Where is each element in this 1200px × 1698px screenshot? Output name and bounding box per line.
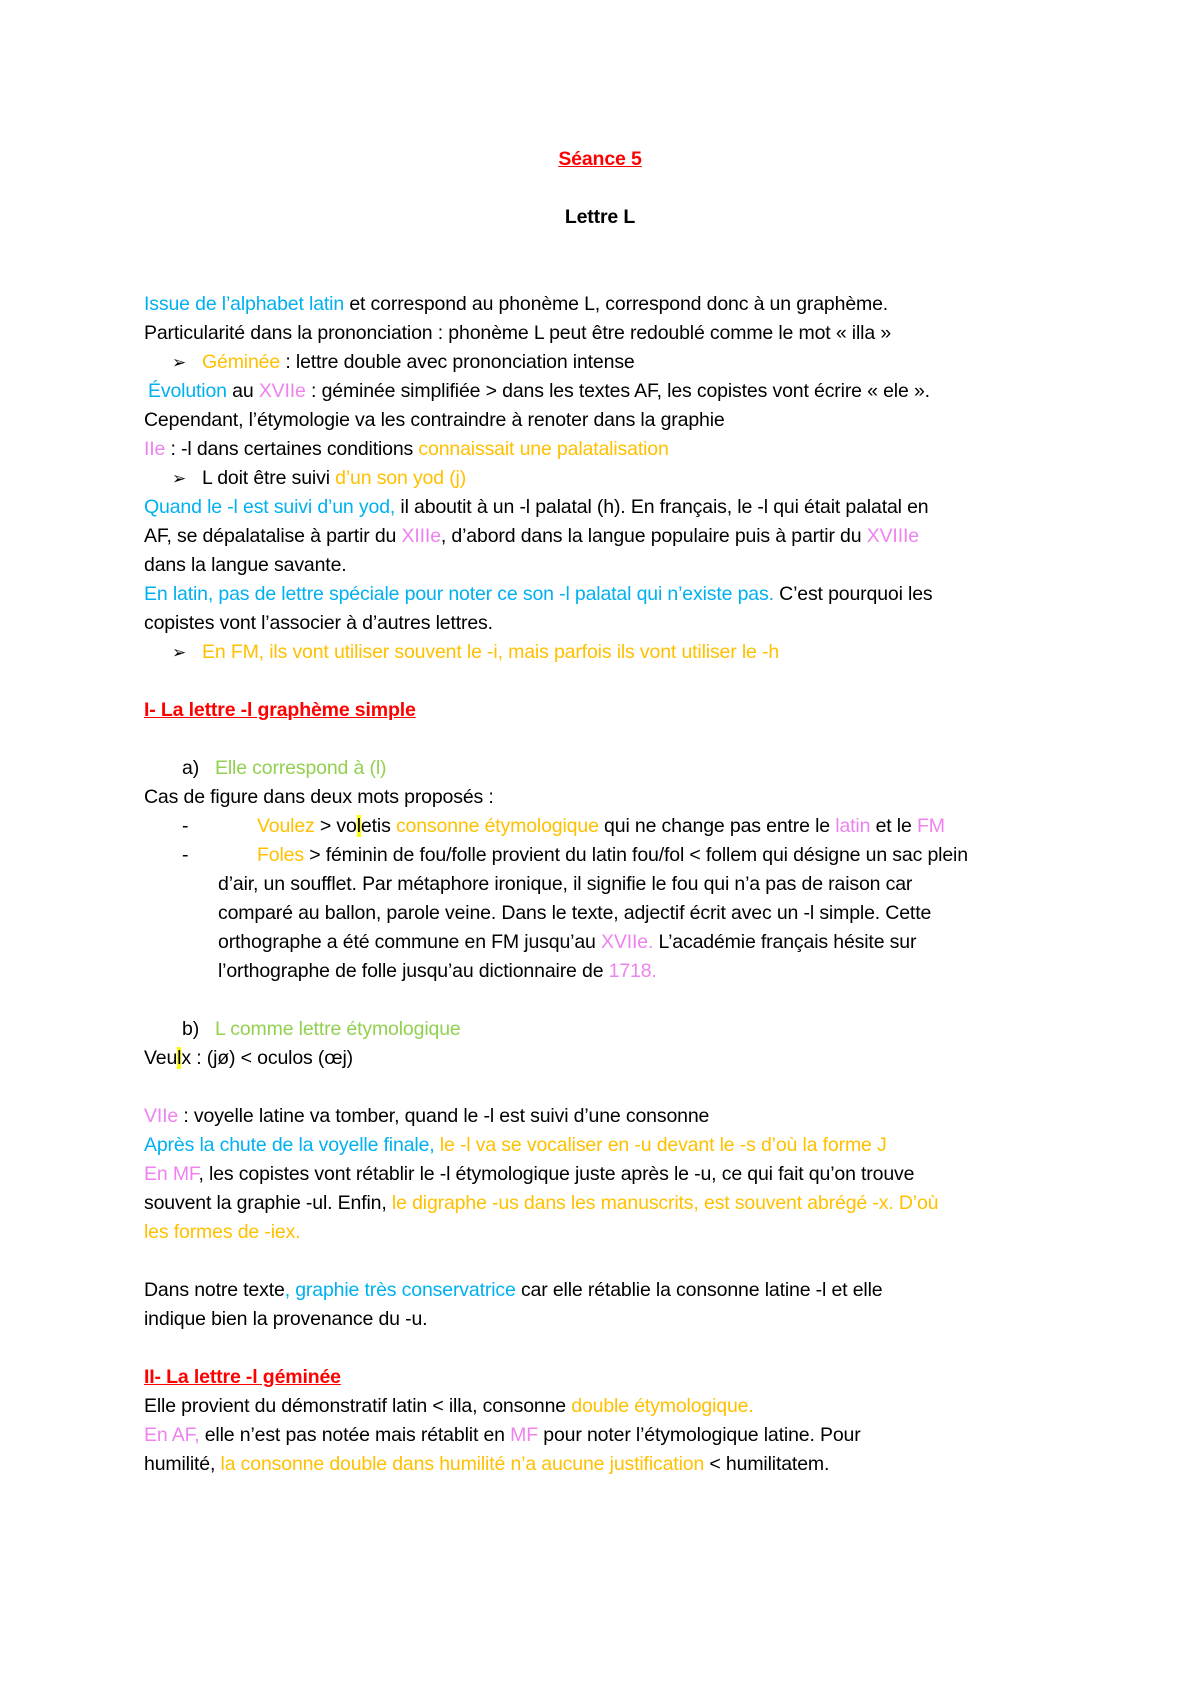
paragraph-line: comparé au ballon, parole veine. Dans le texte, adjectif écrit avec un -l simple. Cette <box>218 902 932 924</box>
paragraph-line: AF, se dépalatalise à partir du XIIIe, d’abord dans la langue populaire puis à partir du XVIIIe <box>144 525 919 547</box>
dash-item: - Voulez > voletis consonne étymologique qui ne change pas entre le latin et le FM <box>182 815 945 837</box>
bullet-item: ➢ Géminée : lettre double avec prononciation intense <box>172 348 635 377</box>
paragraph-line: Après la chute de la voyelle finale, le -l va se vocaliser en -u devant le -s d’où la forme J <box>144 1134 887 1156</box>
paragraph-line: IIe : -l dans certaines conditions connaissait une palatalisation <box>144 438 669 460</box>
section-heading: II- La lettre -l géminée <box>144 1366 341 1388</box>
paragraph-line: Dans notre texte, graphie très conservatrice car elle rétablie la consonne latine -l et elle <box>144 1279 883 1301</box>
page-title: Séance 5 <box>558 148 642 170</box>
paragraph-line: orthographe a été commune en FM jusqu’au XVIIe. L’académie français hésite sur <box>218 931 917 953</box>
paragraph-line: dans la langue savante. <box>144 554 347 576</box>
paragraph-line: Cas de figure dans deux mots proposés : <box>144 786 494 808</box>
paragraph-line: d’air, un soufflet. Par métaphore ironique, il signifie le fou qui n’a pas de raison car <box>218 873 913 895</box>
paragraph-line: Quand le -l est suivi d’un yod, il aboutit à un -l palatal (h). En français, le -l qui était palatal en <box>144 496 929 518</box>
page-subtitle: Lettre L <box>564 206 636 228</box>
paragraph-line: l’orthographe de folle jusqu’au dictionnaire de 1718. <box>218 960 657 982</box>
dash-item: - Foles > féminin de fou/folle provient du latin fou/fol < follem qui désigne un sac plein <box>182 844 968 866</box>
section-heading: I- La lettre -l graphème simple <box>144 699 416 721</box>
bullet-item: ➢ L doit être suivi d’un son yod (j) <box>172 464 466 493</box>
paragraph-line: humilité, la consonne double dans humilité n’a aucune justification < humilitatem. <box>144 1453 830 1475</box>
paragraph-line: Issue de l’alphabet latin et correspond au phonème L, correspond donc à un graphème. <box>144 293 889 315</box>
paragraph-line: En latin, pas de lettre spéciale pour noter ce son -l palatal qui n’existe pas. C’est pourquoi les <box>144 583 933 605</box>
arrowhead-bullet-icon: ➢ <box>172 643 187 662</box>
paragraph-line: VIIe : voyelle latine va tomber, quand le -l est suivi d’une consonne <box>144 1105 710 1127</box>
arrowhead-bullet-icon: ➢ <box>172 469 187 488</box>
paragraph-line: Cependant, l’étymologie va les contraindre à renoter dans la graphie <box>144 409 725 431</box>
paragraph-line: Elle provient du démonstratif latin < illa, consonne double étymologique. <box>144 1395 754 1417</box>
paragraph-line: indique bien la provenance du -u. <box>144 1308 428 1330</box>
paragraph-line: En AF, elle n’est pas notée mais rétablit en MF pour noter l’étymologique latine. Pour <box>144 1424 861 1446</box>
paragraph-line: copistes vont l’associer à d’autres lettres. <box>144 612 493 634</box>
paragraph-line: En MF, les copistes vont rétablir le -l étymologique juste après le -u, ce qui fait qu’on trouve <box>144 1163 915 1185</box>
paragraph-line: les formes de -iex. <box>144 1221 301 1243</box>
paragraph-line: souvent la graphie -ul. Enfin, le digraphe -us dans les manuscrits, est souvent abrégé -x. D’où <box>144 1192 939 1214</box>
paragraph-line: Particularité dans la prononciation : phonème L peut être redoublé comme le mot « illa » <box>144 322 892 344</box>
paragraph-line: Évolution au XVIIe : géminée simplifiée > dans les textes AF, les copistes vont écrire « ele ». <box>148 380 930 402</box>
bullet-item: ➢ En FM, ils vont utiliser souvent le -i, mais parfois ils vont utiliser le -h <box>172 638 779 667</box>
arrowhead-bullet-icon: ➢ <box>172 353 187 372</box>
paragraph-line: Veulx : (jø) < oculos (œj) <box>144 1047 354 1069</box>
list-item: a) Elle correspond à (l) <box>182 757 387 779</box>
list-item: b) L comme lettre étymologique <box>182 1018 461 1040</box>
